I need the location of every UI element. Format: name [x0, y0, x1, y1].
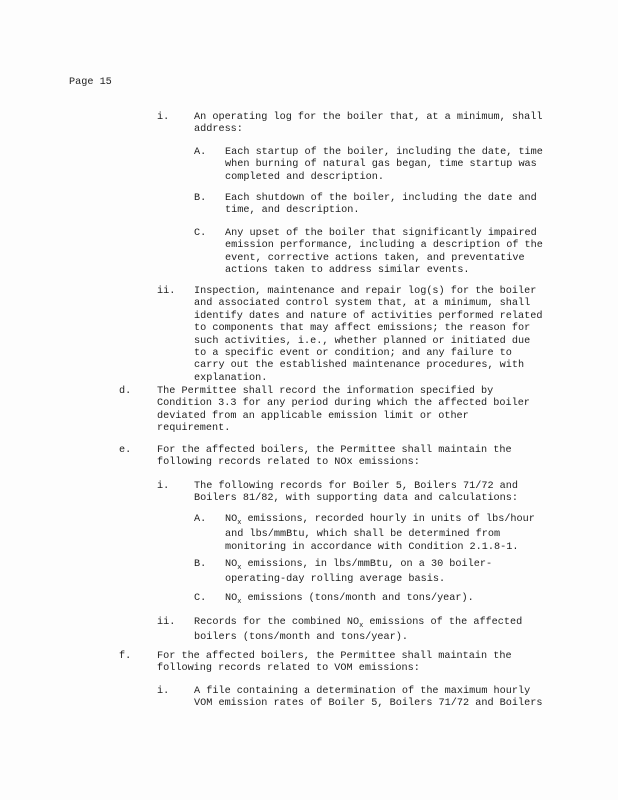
- item-text: For the affected boilers, the Permittee shall maintain the following records related to VOM emissions:: [157, 651, 512, 675]
- subitem-text: $NO_x$ emissions (tons/month and tons/year).: [225, 593, 474, 607]
- subitem-text: Each shutdown of the boiler, including the date and time, and description.: [225, 193, 537, 217]
- item-marker: d.: [119, 386, 132, 397]
- subitem-text: Each startup of the boiler, including the date, time when burning of natural gas began, time startup was completed and description.: [225, 147, 543, 183]
- item-text: The following records for Boiler 5, Boilers 71/72 and Boilers 81/82, with supporting data and calculations:: [194, 481, 519, 505]
- item-marker: i.: [157, 686, 170, 697]
- subitem-marker: B.: [194, 559, 207, 570]
- subitem-marker: A.: [194, 514, 207, 525]
- item-marker: i.: [157, 481, 170, 492]
- item-marker: e.: [119, 445, 132, 456]
- subitem-text: $NO_x$ emissions, in lbs/mmBtu, on a 30 boiler- operating-day rolling average basis.: [225, 559, 493, 586]
- item-marker: f.: [119, 651, 132, 662]
- page-number: Page 15: [69, 77, 112, 88]
- subitem-marker: A.: [194, 147, 207, 158]
- item-marker: ii.: [157, 617, 176, 628]
- item-marker: i.: [157, 112, 170, 123]
- item-marker: ii.: [157, 286, 176, 297]
- subitem-marker: B.: [194, 193, 207, 204]
- subitem-text: $NO_x$ emissions, recorded hourly in units of lbs/hour and lbs/mmBtu, which shall be determined from monitoring in accordance with Condition 2.1.8-1.: [225, 514, 535, 553]
- subitem-marker: C.: [194, 593, 207, 604]
- item-text: Records for the combined $NO_x$ emissions of the affected boilers (tons/month and tons/year).: [194, 617, 523, 644]
- item-text: A file containing a determination of the maximum hourly VOM emission rates of Boiler 5, Boilers 71/72 and Boilers: [194, 686, 543, 710]
- item-text: Inspection, maintenance and repair log(s) for the boiler and associated control system that, at a minimum, shall identify dates and nature of activities performed related to components that may affect emissions; the reason for such activities, i.e., whether planned or initiated due to a specific event or condition; and any failure to carry out the established maintenance procedures, with explanation.: [194, 286, 543, 384]
- item-text: An operating log for the boiler that, at a minimum, shall address:: [194, 112, 543, 136]
- subitem-marker: C.: [194, 228, 207, 239]
- item-text: The Permittee shall record the information specified by Condition 3.3 for any period during which the affected boiler deviated from an applicable emission limit or other requirement.: [157, 386, 530, 435]
- subitem-text: Any upset of the boiler that significantly impaired emission performance, including a description of the event, corrective actions taken, and preventative actions taken to address similar events.: [225, 228, 543, 277]
- item-text: For the affected boilers, the Permittee shall maintain the following records related to NOx emissions:: [157, 445, 512, 469]
